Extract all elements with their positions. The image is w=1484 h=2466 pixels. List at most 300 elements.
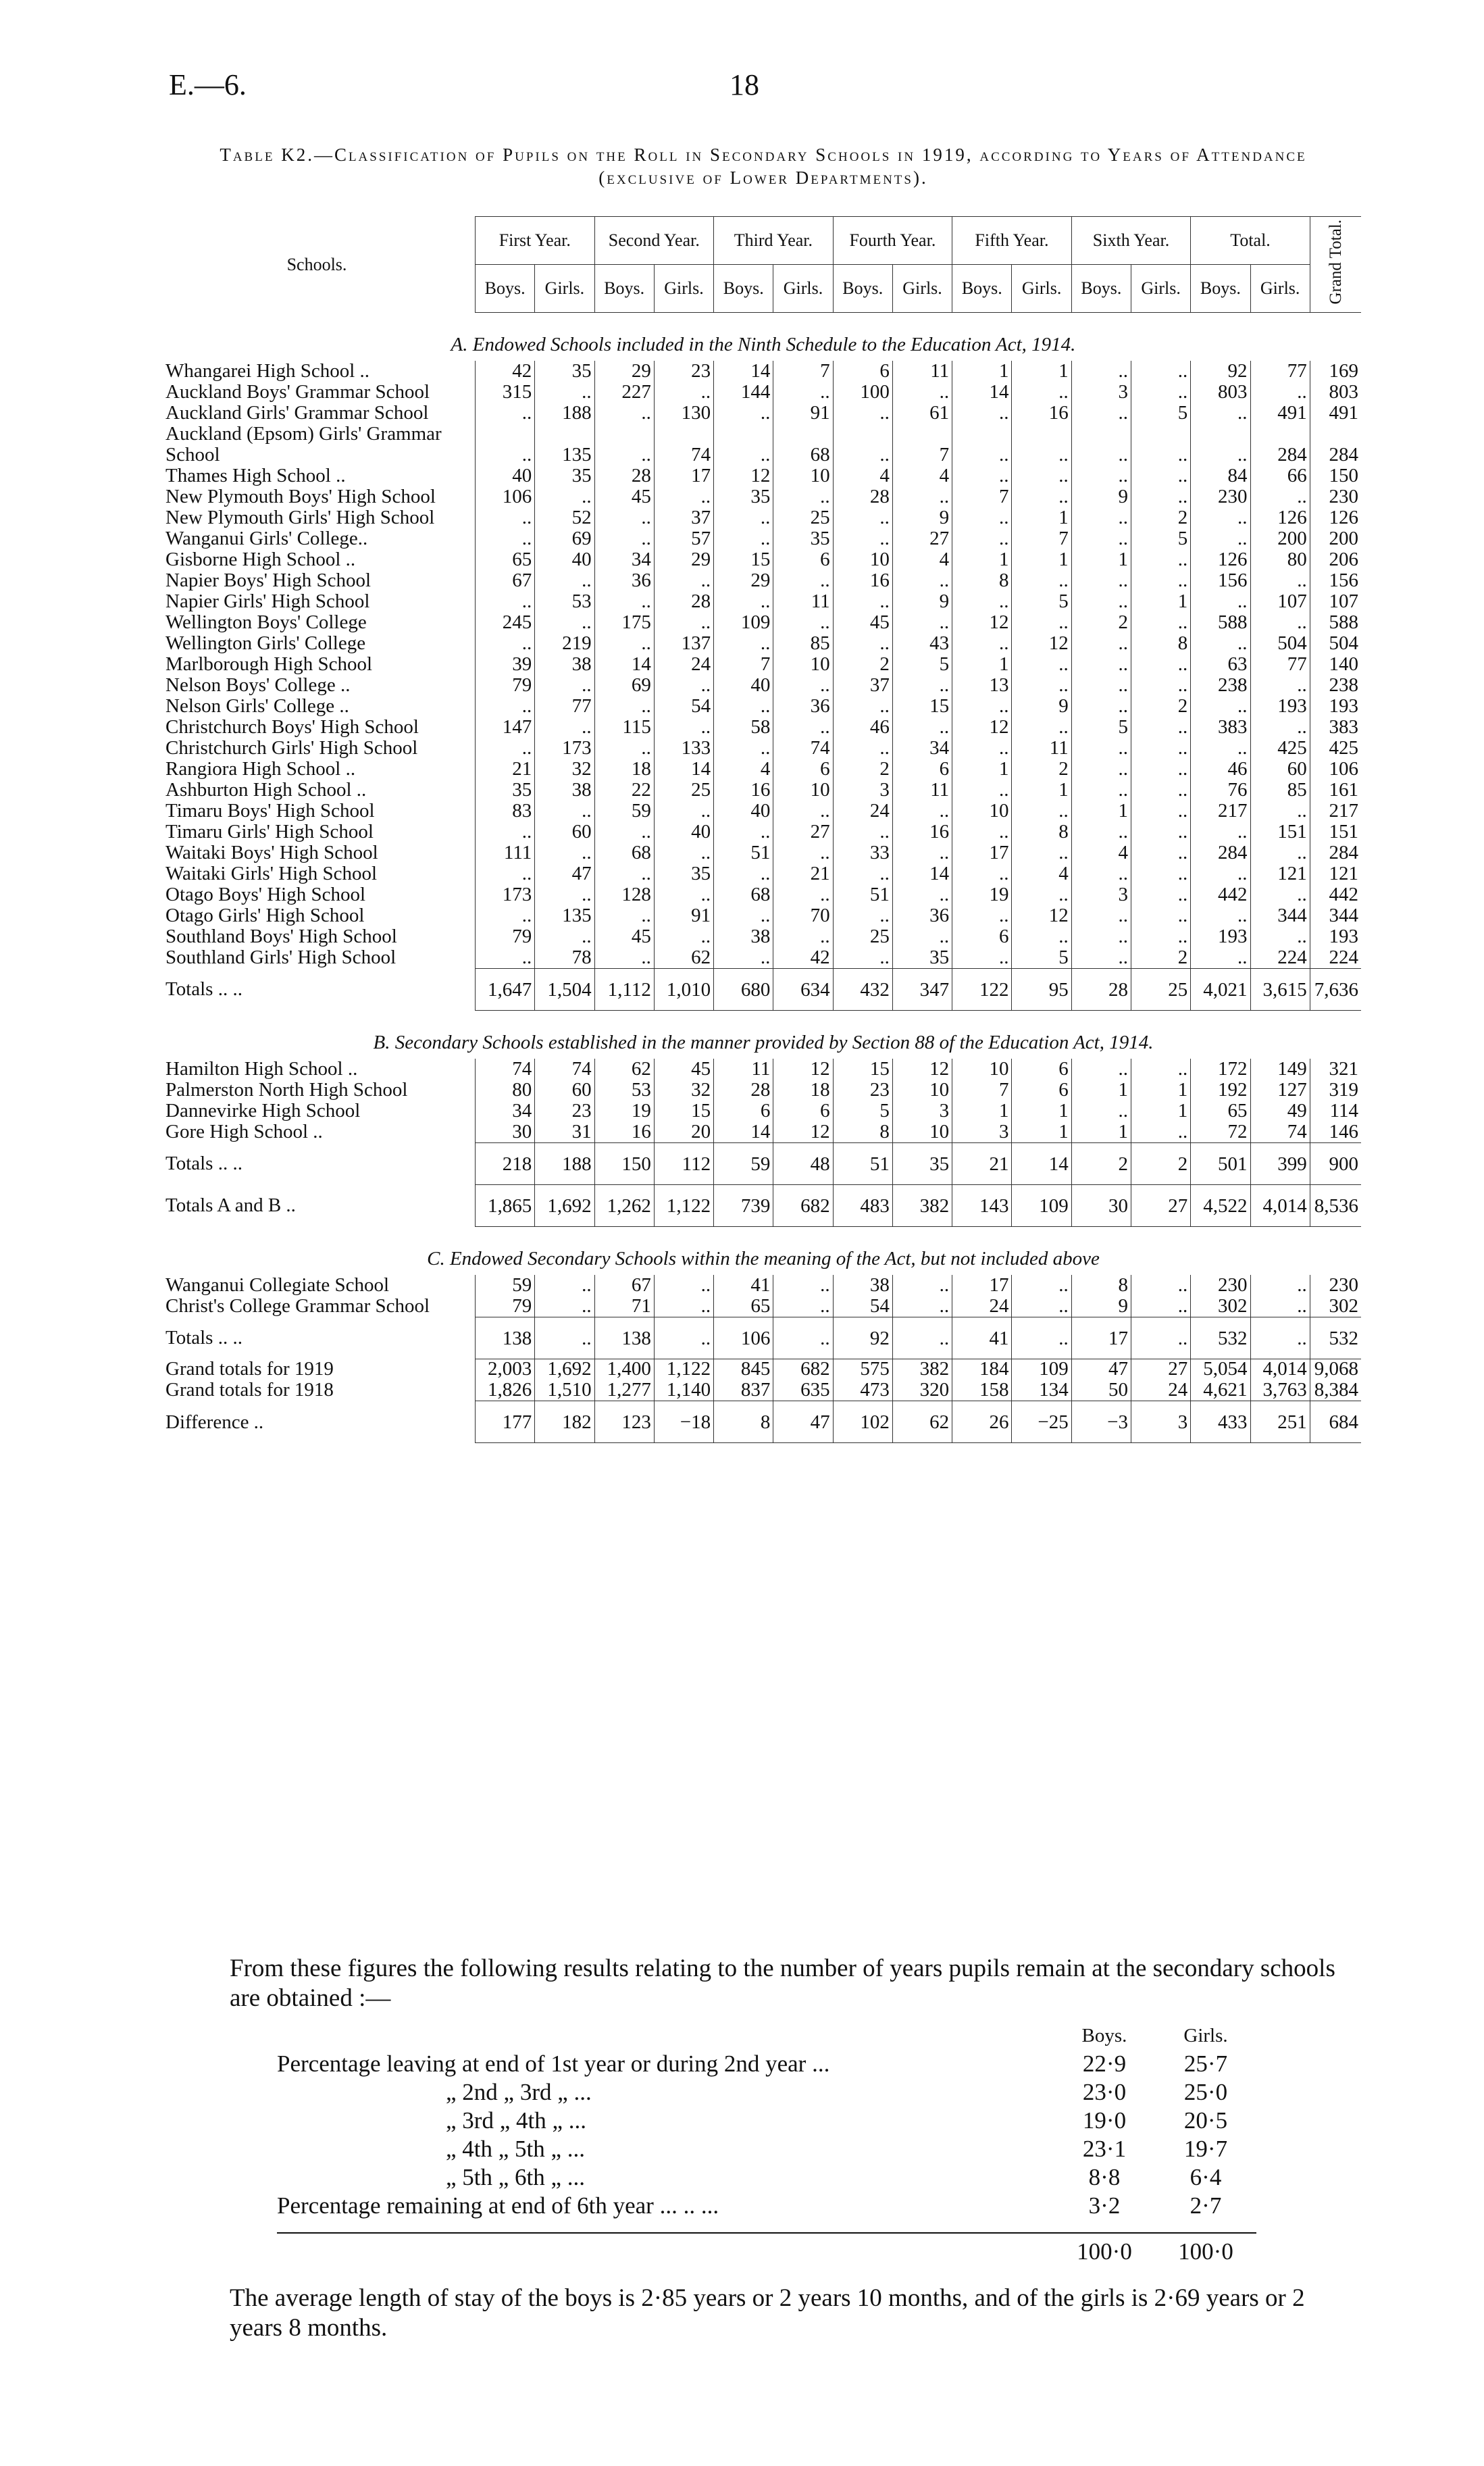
- table-cell: 60: [535, 822, 594, 842]
- table-cell: 45: [654, 1059, 713, 1080]
- table-cell: 138: [594, 1317, 654, 1359]
- table-row: [165, 863, 1361, 884]
- boys-subheader: Boys.: [476, 264, 535, 312]
- girls-value: 20·5: [1183, 2107, 1228, 2134]
- school-name: Totals .. ..: [165, 978, 242, 1001]
- table-cell: 51: [714, 842, 773, 863]
- table-cell: 1: [1071, 1080, 1131, 1101]
- table-cell: 1,112: [594, 968, 654, 1010]
- table-cell: 144: [714, 382, 773, 403]
- table-cell: 27: [892, 528, 952, 549]
- table-cell: 1: [1012, 549, 1071, 570]
- table-cell: ..: [773, 1317, 833, 1359]
- table-cell: ..: [476, 633, 535, 654]
- table-cell: 175: [594, 612, 654, 633]
- table-cell: 1,510: [535, 1380, 594, 1401]
- school-name: Timaru Girls' High School: [165, 820, 374, 842]
- table-cell: ..: [654, 717, 713, 738]
- table-cell: 193: [1250, 696, 1310, 717]
- table-cell: 193: [1310, 696, 1361, 717]
- table-cell: 34: [476, 1101, 535, 1122]
- table-cell: 77: [1250, 361, 1310, 382]
- table-cell: ..: [714, 822, 773, 842]
- table-cell: 14: [594, 654, 654, 675]
- table-cell: 6: [773, 759, 833, 780]
- table-cell: 188: [535, 1142, 594, 1184]
- table-cell: 1: [1012, 361, 1071, 382]
- table-cell: 137: [654, 633, 713, 654]
- table-cell: 107: [1250, 591, 1310, 612]
- school-name: Palmerston North High School: [165, 1078, 408, 1101]
- table-cell: 79: [476, 675, 535, 696]
- table-cell: 4: [892, 465, 952, 486]
- percentage-row: [277, 2163, 1256, 2192]
- percentage-row: [277, 2192, 1256, 2220]
- table-cell: ..: [476, 863, 535, 884]
- percentage-total: [277, 2232, 1256, 2266]
- school-name: Southland Boys' High School: [165, 925, 397, 947]
- table-cell: ..: [594, 591, 654, 612]
- school-name: Difference ..: [165, 1411, 264, 1433]
- table-cell: 5: [1131, 403, 1190, 424]
- table-cell: 24: [654, 654, 713, 675]
- table-cell: 1: [952, 549, 1012, 570]
- table-cell: 16: [1012, 403, 1071, 424]
- table-cell: 48: [773, 1142, 833, 1184]
- girls-subheader: Girls.: [773, 264, 833, 312]
- table-cell: ..: [952, 696, 1012, 717]
- table-cell: ..: [1131, 361, 1190, 382]
- table-cell: 193: [1310, 926, 1361, 947]
- boys-value: 22·9: [1082, 2050, 1127, 2077]
- table-cell: ..: [952, 863, 1012, 884]
- table-row: [165, 1122, 1361, 1143]
- table-cell: 5: [892, 654, 952, 675]
- table-cell: ..: [1191, 507, 1250, 528]
- table-cell: ..: [594, 905, 654, 926]
- table-cell: ..: [1131, 884, 1190, 905]
- table-cell: 28: [833, 486, 892, 507]
- grand-total-header: Grand Total.: [1310, 217, 1361, 313]
- table-row: [165, 486, 1361, 507]
- table-cell: ..: [833, 947, 892, 969]
- table-cell: 10: [892, 1080, 952, 1101]
- table-cell: 16: [892, 822, 952, 842]
- table-cell: ..: [1191, 947, 1250, 969]
- table-cell: 11: [714, 1059, 773, 1080]
- table-cell: ..: [952, 591, 1012, 612]
- boys-subheader: Boys.: [1071, 264, 1131, 312]
- table-cell: 138: [476, 1317, 535, 1359]
- table-cell: ..: [1131, 1317, 1190, 1359]
- table-cell: 36: [892, 905, 952, 926]
- year-header: First Year.: [476, 217, 595, 265]
- school-name: Wanganui Collegiate School: [165, 1274, 390, 1296]
- table-cell: 4,522: [1191, 1184, 1250, 1226]
- table-cell: ..: [1071, 675, 1131, 696]
- table-cell: 1,122: [654, 1359, 713, 1380]
- table-cell: 344: [1310, 905, 1361, 926]
- table-cell: ..: [1131, 822, 1190, 842]
- table-cell: ..: [1250, 1296, 1310, 1317]
- girls-value: 2·7: [1189, 2192, 1222, 2219]
- table-cell: 47: [773, 1401, 833, 1443]
- table-cell: 315: [476, 382, 535, 403]
- table-cell: 46: [833, 717, 892, 738]
- table-cell: ..: [1071, 570, 1131, 591]
- table-cell: 302: [1310, 1296, 1361, 1317]
- section-heading: [165, 1226, 1361, 1275]
- table-cell: 14: [714, 361, 773, 382]
- table-cell: 6: [833, 361, 892, 382]
- table-cell: ..: [535, 926, 594, 947]
- table-cell: 74: [535, 1059, 594, 1080]
- table-cell: 24: [833, 801, 892, 822]
- table-cell: 41: [714, 1275, 773, 1296]
- table-cell: ..: [714, 528, 773, 549]
- table-cell: −3: [1071, 1401, 1131, 1443]
- school-name: Christchurch Girls' High School: [165, 736, 418, 759]
- table-cell: ..: [892, 884, 952, 905]
- table-cell: 151: [1250, 822, 1310, 842]
- table-cell: ..: [1071, 403, 1131, 424]
- table-cell: 35: [773, 528, 833, 549]
- table-cell: ..: [892, 675, 952, 696]
- total-header: Total.: [1191, 217, 1310, 265]
- table-cell: 11: [892, 361, 952, 382]
- school-name: Ashburton High School ..: [165, 778, 367, 801]
- table-cell: ..: [1250, 1275, 1310, 1296]
- table-cell: 2: [1071, 1142, 1131, 1184]
- table-cell: 15: [892, 696, 952, 717]
- school-name: Grand totals for 1919: [165, 1358, 334, 1380]
- table-cell: 2: [833, 759, 892, 780]
- school-name: Napier Boys' High School: [165, 569, 372, 591]
- table-cell: 4,014: [1250, 1359, 1310, 1380]
- table-cell: ..: [773, 486, 833, 507]
- table-cell: ..: [1131, 780, 1190, 801]
- table-cell: 35: [892, 1142, 952, 1184]
- table-cell: ..: [892, 842, 952, 863]
- table-cell: 126: [1191, 549, 1250, 570]
- table-cell: 47: [535, 863, 594, 884]
- table-cell: 35: [535, 465, 594, 486]
- table-cell: ..: [714, 696, 773, 717]
- table-cell: 173: [535, 738, 594, 759]
- table-cell: ..: [594, 507, 654, 528]
- table-cell: 12: [773, 1059, 833, 1080]
- table-cell: 8,536: [1310, 1184, 1361, 1226]
- table-cell: ..: [654, 1275, 713, 1296]
- table-cell: ..: [654, 926, 713, 947]
- table-cell: ..: [1131, 863, 1190, 884]
- table-cell: ..: [476, 403, 535, 424]
- table-cell: ..: [1012, 926, 1071, 947]
- table-cell: ..: [714, 863, 773, 884]
- table-cell: ..: [1071, 507, 1131, 528]
- table-row: [165, 528, 1361, 549]
- table-cell: 11: [892, 780, 952, 801]
- table-cell: ..: [654, 612, 713, 633]
- table-cell: 504: [1250, 633, 1310, 654]
- table-row: [165, 759, 1361, 780]
- table-cell: ..: [654, 486, 713, 507]
- table-cell: 2: [833, 654, 892, 675]
- table-cell: ..: [1012, 842, 1071, 863]
- table-cell: 7: [892, 424, 952, 465]
- table-cell: ..: [892, 486, 952, 507]
- section-heading: [165, 1010, 1361, 1059]
- table-cell: 150: [1310, 465, 1361, 486]
- table-cell: 85: [1250, 780, 1310, 801]
- table-cell: 66: [1250, 465, 1310, 486]
- table-cell: ..: [476, 822, 535, 842]
- table-row: [165, 612, 1361, 633]
- table-cell: 121: [1250, 863, 1310, 884]
- table-cell: 35: [714, 486, 773, 507]
- table-cell: 9,068: [1310, 1359, 1361, 1380]
- table-cell: ..: [952, 465, 1012, 486]
- table-cell: 5: [1012, 947, 1071, 969]
- school-name: Gore High School ..: [165, 1120, 323, 1142]
- table-cell: 65: [1191, 1101, 1250, 1122]
- table-cell: ..: [833, 403, 892, 424]
- table-cell: 135: [535, 424, 594, 465]
- table-cell: 8: [952, 570, 1012, 591]
- table-cell: ..: [833, 528, 892, 549]
- girls-label: Girls.: [1183, 2025, 1228, 2046]
- percentage-header: [277, 2021, 1256, 2050]
- table-cell: 95: [1012, 968, 1071, 1010]
- table-cell: ..: [1131, 738, 1190, 759]
- table-cell: ..: [476, 591, 535, 612]
- table-cell: ..: [1012, 486, 1071, 507]
- table-cell: 1: [1071, 801, 1131, 822]
- table-cell: 8,384: [1310, 1380, 1361, 1401]
- table-cell: ..: [1071, 759, 1131, 780]
- table-row: [165, 801, 1361, 822]
- table-cell: 837: [714, 1380, 773, 1401]
- table-cell: ..: [1250, 675, 1310, 696]
- table-cell: 347: [892, 968, 952, 1010]
- table-cell: 4,014: [1250, 1184, 1310, 1226]
- table-cell: 9: [1012, 696, 1071, 717]
- table-cell: 21: [773, 863, 833, 884]
- table-cell: 1: [952, 654, 1012, 675]
- table-cell: 1,692: [535, 1359, 594, 1380]
- table-cell: 1: [1131, 591, 1190, 612]
- school-name: Hamilton High School ..: [165, 1057, 358, 1080]
- school-name: Marlborough High School: [165, 653, 373, 675]
- table-cell: 1: [952, 361, 1012, 382]
- table-cell: ..: [1012, 382, 1071, 403]
- table-cell: ..: [594, 738, 654, 759]
- table-row: [165, 382, 1361, 403]
- table-cell: ..: [535, 382, 594, 403]
- boys-subheader: Boys.: [1191, 264, 1250, 312]
- table-cell: ..: [1071, 780, 1131, 801]
- table-cell: ..: [714, 403, 773, 424]
- table-cell: 7: [952, 486, 1012, 507]
- table-cell: ..: [594, 633, 654, 654]
- table-cell: 501: [1191, 1142, 1250, 1184]
- table-cell: ..: [1012, 884, 1071, 905]
- table-row: [165, 1080, 1361, 1101]
- table-cell: 28: [1071, 968, 1131, 1010]
- table-cell: ..: [1071, 591, 1131, 612]
- table-cell: ..: [833, 424, 892, 465]
- table-cell: 5: [1131, 528, 1190, 549]
- table-cell: 40: [714, 675, 773, 696]
- table-cell: 10: [892, 1122, 952, 1143]
- table-cell: 60: [535, 1080, 594, 1101]
- table-cell: ..: [1131, 675, 1190, 696]
- table-cell: ..: [654, 382, 713, 403]
- table-cell: 23: [833, 1080, 892, 1101]
- table-cell: 3: [952, 1122, 1012, 1143]
- table-cell: ..: [535, 570, 594, 591]
- table-cell: 35: [654, 863, 713, 884]
- table-cell: ..: [773, 884, 833, 905]
- table-cell: 16: [714, 780, 773, 801]
- table-cell: ..: [1071, 633, 1131, 654]
- table-cell: 2: [1131, 696, 1190, 717]
- table-cell: 161: [1310, 780, 1361, 801]
- table-cell: 1,826: [476, 1380, 535, 1401]
- table-cell: 8: [1012, 822, 1071, 842]
- girls-subheader: Girls.: [535, 264, 594, 312]
- table-cell: 35: [535, 361, 594, 382]
- table-cell: 123: [594, 1401, 654, 1443]
- table-cell: ..: [1191, 738, 1250, 759]
- table-cell: 19: [594, 1101, 654, 1122]
- table-cell: ..: [1131, 1122, 1190, 1143]
- table-cell: 61: [892, 403, 952, 424]
- schools-header: Schools.: [286, 254, 347, 274]
- totals-row: [165, 1184, 1361, 1226]
- table-cell: ..: [1071, 822, 1131, 842]
- table-cell: 51: [833, 1142, 892, 1184]
- table-cell: 69: [535, 528, 594, 549]
- table-cell: 682: [773, 1359, 833, 1380]
- table-cell: 57: [654, 528, 713, 549]
- school-name: Auckland Girls' Grammar School: [165, 401, 429, 424]
- table-cell: 1,010: [654, 968, 713, 1010]
- table-cell: ..: [594, 696, 654, 717]
- table-cell: ..: [654, 1317, 713, 1359]
- table-cell: ..: [714, 905, 773, 926]
- table-cell: 172: [1191, 1059, 1250, 1080]
- table-cell: 91: [773, 403, 833, 424]
- school-name: Timaru Boys' High School: [165, 799, 375, 822]
- table-cell: 70: [773, 905, 833, 926]
- year-header: Third Year.: [714, 217, 834, 265]
- table-cell: ..: [773, 675, 833, 696]
- table-cell: 1,692: [535, 1184, 594, 1226]
- table-cell: 156: [1191, 570, 1250, 591]
- table-cell: 1,400: [594, 1359, 654, 1380]
- table-cell: 682: [773, 1184, 833, 1226]
- table-cell: ..: [594, 528, 654, 549]
- table-cell: 6: [1012, 1080, 1071, 1101]
- table-cell: 18: [773, 1080, 833, 1101]
- table-cell: ..: [1250, 1317, 1310, 1359]
- table-cell: 147: [476, 717, 535, 738]
- table-cell: 383: [1191, 717, 1250, 738]
- table-cell: ..: [714, 633, 773, 654]
- table-cell: 68: [714, 884, 773, 905]
- table-cell: ..: [1191, 424, 1250, 465]
- table-cell: 7: [773, 361, 833, 382]
- table-cell: 29: [594, 361, 654, 382]
- table-cell: 45: [594, 926, 654, 947]
- table-cell: 1: [1131, 1101, 1190, 1122]
- table-cell: ..: [476, 528, 535, 549]
- table-cell: 15: [654, 1101, 713, 1122]
- table-cell: 224: [1310, 947, 1361, 969]
- table-cell: 5,054: [1191, 1359, 1250, 1380]
- table-cell: 80: [1250, 549, 1310, 570]
- table-cell: 284: [1310, 842, 1361, 863]
- table-cell: 40: [714, 801, 773, 822]
- table-cell: 399: [1250, 1142, 1310, 1184]
- table-cell: ..: [535, 717, 594, 738]
- table-cell: ..: [714, 947, 773, 969]
- table-cell: ..: [1012, 424, 1071, 465]
- school-name: Dannevirke High School: [165, 1099, 361, 1122]
- table-row: [165, 507, 1361, 528]
- table-cell: 45: [833, 612, 892, 633]
- table-cell: 67: [476, 570, 535, 591]
- table-cell: ..: [714, 507, 773, 528]
- table-cell: ..: [833, 905, 892, 926]
- table-cell: ..: [1012, 717, 1071, 738]
- table-cell: 6: [952, 926, 1012, 947]
- table-row: [165, 465, 1361, 486]
- table-cell: 230: [1191, 486, 1250, 507]
- table-cell: 65: [476, 549, 535, 570]
- table-cell: ..: [952, 633, 1012, 654]
- table-cell: 218: [476, 1142, 535, 1184]
- table-cell: 200: [1310, 528, 1361, 549]
- table-cell: ..: [1191, 403, 1250, 424]
- table-cell: ..: [1012, 801, 1071, 822]
- table-cell: 11: [1012, 738, 1071, 759]
- table-cell: ..: [1191, 591, 1250, 612]
- table-cell: ..: [952, 780, 1012, 801]
- table-cell: 92: [833, 1317, 892, 1359]
- section-heading: [165, 312, 1361, 361]
- table-cell: 532: [1191, 1317, 1250, 1359]
- table-cell: ..: [535, 1296, 594, 1317]
- table-row: [165, 1275, 1361, 1296]
- table-cell: 224: [1250, 947, 1310, 969]
- table-cell: ..: [952, 905, 1012, 926]
- table-cell: 126: [1250, 507, 1310, 528]
- table-cell: 106: [476, 486, 535, 507]
- table-cell: 121: [1310, 863, 1361, 884]
- table-cell: ..: [892, 926, 952, 947]
- table-cell: 504: [1310, 633, 1361, 654]
- table-row: [165, 696, 1361, 717]
- table-cell: 491: [1250, 403, 1310, 424]
- table-cell: ..: [476, 738, 535, 759]
- table-cell: ..: [833, 738, 892, 759]
- table-cell: 41: [952, 1317, 1012, 1359]
- section-title: C. Endowed Secondary Schools within the meaning of the Act, but not included above: [427, 1247, 1100, 1269]
- table-cell: ..: [1250, 612, 1310, 633]
- table-cell: 1: [952, 759, 1012, 780]
